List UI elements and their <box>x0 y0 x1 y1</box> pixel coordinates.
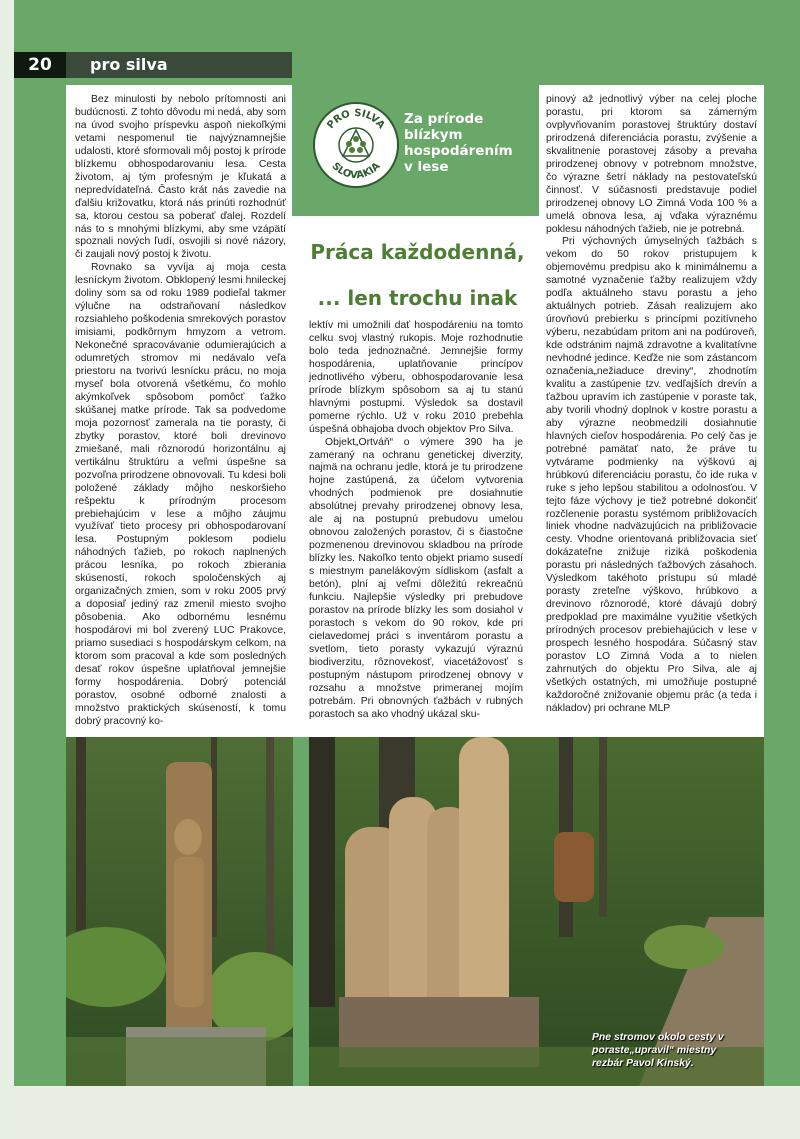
page-number: 20 <box>14 52 66 78</box>
photo-carved-figure <box>66 737 293 1086</box>
page-bottom-strip <box>14 1086 800 1139</box>
headline-line-1: Práca každodenná, <box>310 240 525 264</box>
svg-text:SLOVAKIA <box>330 161 383 182</box>
col1-paragraph-1: Bez minulosti by nebolo prítomnosti ani budúcnosti. Z tohto dôvodu mi nedá, aby som na úvod svojho príspevku aspoň niekoľkými vetami nespomenul tie najvýznamnejšie udalosti, ktoré sformovali môj postoj k prírode blízkemu obhospodarovaniu lesa. Cesta životom, aj tým profesným je kľukatá a nepredvídateľná. Často krát nás zavedie na ďalšiu križovatku, ktorá nás prinúti rozhodnúť sa, ktorou cestou sa poberať ďalej. Rozdelí nás to s mnohými blízkymi, aby sme vzápätí spoznali nových ľudí, osvojili si nové názory, či zaujali nový postoj k životu. <box>75 94 286 261</box>
col3-paragraph-1: pinový až jednotlivý výber na celej ploche porastu, pri ktorom sa zámerným ovplyvňovaním porastovej štruktúry dostaví prirodzená diferenciácia porastu, zvýšenie a skvalitnenie porastovej zásoby a prevaha prirodzenej obnovy v potrebnom množstve, čo výrazne šetrí náklady na pestovateľskú činnosť. V súčasnosti predstavuje podiel prirodzenej obnovy LO Zimná Voda 100 % a umelá obnova lesa, aj vďaka výraznému poklesu náhodných ťažieb, nie je potrebná. <box>546 94 757 235</box>
logo-top-text: PRO SILVA <box>325 107 387 132</box>
logo-tagline <box>404 111 534 175</box>
col2-paragraph-2: Objekt„Ortváň“ o výmere 390 ha je zameraný na ochranu genetickej diverzity, najmä na ochranu jedle, ktorá je tu prirodzene hojne zastúpená, za účelom vytvorenia vhodných podmienok pre dosiahnutie absolútnej prevahy prirodzenej obnovy lesa, ale aj na postupnú prebudovu umelou obnovou založených porastov, či s čiastočne pozmenenou drevinovou skladbou na prírode blízky les. Nakoľko tento objekt priamo susedí s miestnym panelákovým sídliskom (asfalt a betón), plní aj veľmi dôležitú rekreačnú funkciu. Najlepšie výsledky pri prebudove porastov na prírode blízky les som dosiahol v porastoch s vekom do 90 rokov, kde pri cielavedomej práci s inventárom porastu a svetlom, tieto porasty vykazujú výraznú biodiverzitu, rôznovekosť, viacetážovosť s postupným nástupom prirodzenej obnovy v rozsahu a množstve primeranej mojím potrebám. Pri obnovných ťažbách v rubných porastoch sa ako vhodný ukázal sku- <box>309 436 523 720</box>
photo-caption: Pne stromov okolo cesty v poraste„upravil“ miestny rezbár Pavol Kinský. <box>592 1032 724 1069</box>
col1-paragraph-2: Rovnako sa vyvíja aj moja cesta lesníckym životom. Obklopený lesmi hnileckej doliny som sa od roku 1989 podieľal takmer výlučne na odstraňovaní následkov rozsiahleho poškodenia smrekových porastov imisiami, podkôrnym hmyzom a vetrom. Nekonečné spracovávanie odumierajúcich a odumretých stromov mi nedávalo veľa priestoru na tvorivú lesnícku prácu, no moja myseľ bola otvorená všetkému, čo mohlo akýmkoľvek spôsobom pomôcť ťažko skúšanej matke prírode. Tak sa podvedome moja pozornosť zamerala na tie porasty, či zbytky porastov, ktoré boli drevinovo zmiešané, mali rôznorodú horizontálnu aj vertikálnu štruktúru a veľmi úspešne sa pozvoľna prirodzene obnovovali. Tu kdesi boli položené základy môjho neskoršieho rešpektu k prírodným procesom prebiehajúcim v lese a môjho záujmu využívať tieto procesy pri obhospodarovaní lesa. Postupným poklesom podielu náhodných ťažieb, po rokoch naplnených prácou lesníka, po rokoch zbierania skúseností, rokoch spoločenských aj organizačných zmien, som v roku 2005 prvý a doposiaľ jediný raz zmenil miesto svojho pôsobenia. Ako odbornému lesnému hospodárovi mi bol zverený LUC Prakovce, priamo susediaci s hospodárskym celkom, na ktorom som pracoval a kde som posledných desať rokov úspešne uplatňoval jemnejšie formy hospodárenia. Dobrý potenciál porastov, osobné odborné znalosti a množstvo praktických skúseností, k tomu dobrý pracovný ko- <box>75 262 286 727</box>
headline-line-2: ... len trochu inak <box>317 286 518 310</box>
article-column-1 <box>75 94 286 729</box>
tagline-line-3: v lese <box>404 159 449 175</box>
col3-paragraph-2: Pri výchovných úmyselných ťažbách s vekom do 50 rokov pristupujem k objemovému predpisu ako k minimálnemu a samotné vyznačenie ťažby realizujem vždy podľa aktuálneho stavu porastu a jeho aktuálnych potrieb. Zásah realizujem ako úrovňovú prebierku s princípmi pozitívneho výberu, nezabúdam pritom ani na podúroveň, kde odstránim najmä zdravotne a kvalitatívne nevhodné jedince. Keďže nie som zástancom označenia„nežiaduce dreviny“, zhodnotím kvalitu a zastúpenie tzv. vedľajších drevín a ťažbou upravím ich zastúpenie v poraste tak, aby tvorili vhodný doplnok v kostre porastu a aby výrazne neobmedzili dosiahnutie hlavných cieľov hospodárenia. Po celý čas je potrebné pamätať nato, že práve tu vytvárame podmienky na výškovú aj hrúbkovú diferenciáciu porastu, čo ide ruka v ruke s jeho lepšou stabilitou a odolnosťou. V tejto fáze výchovy je tiež potrebné dokončiť rozčlenenie porastu systémom približovacích liniek vhodne nadväzujúcich na približovacie cesty. Vhodne orientovaná približovacia sieť dokázateľne znižuje riziká poškodenia porastu pri následných ťažbových zásahoch. Výsledkom takéhoto prístupu sú mladé porasty zreteľne výškovo, hrúbkovo a drevinovo rôznorodé, ktoré dávajú dobrý predpoklad pre maximálne využitie všetkých prírodných procesov prebiehajúcich v lese v prospech lesného hospodára. Súčasný stav porastov LO Zimná Voda a to nielen zahrnutých do objektu Pro Silva, ale aj všetkých ostatných, mi umožňuje postupné každoročné znižovanie objemu prác (a teda i nákladov) pri ochrane MLP <box>546 236 757 714</box>
tagline-line-1: Za prírode blízkym <box>404 111 484 143</box>
col2-paragraph-1: lektív mi umožnili dať hospodáreniu na tomto celku svoj vlastný rukopis. Moje rozhodnutie bolo teda jednoznačné. Jemnejšie formy hospodárenia, uplatňovanie princípov jednotlivého výberu, obhospodarovanie lesa prírode blízkym spôsobom sa aj tu stanú hlavnými postupmi. Výsledok sa dostavil pomerne rýchlo. Už v roku 2010 prebehla úspešná obhajoba dvoch objektov Pro Silva. <box>309 320 523 435</box>
tree-emblem-icon <box>315 104 397 186</box>
section-title: pro silva <box>90 55 168 74</box>
article-column-2 <box>309 320 523 722</box>
page-margin <box>0 0 14 1139</box>
article-column-3 <box>546 94 757 716</box>
pro-silva-logo <box>313 102 399 188</box>
tagline-line-2: hospodárením <box>404 143 513 159</box>
logo-bottom-text: SLOVAKIA <box>329 160 383 182</box>
